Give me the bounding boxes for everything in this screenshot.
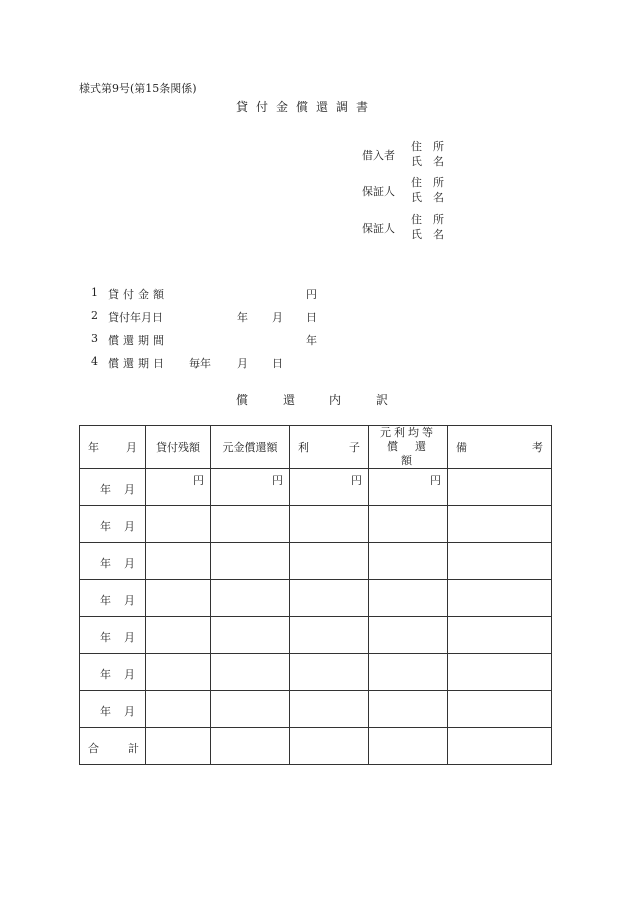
cell-principal <box>211 506 290 543</box>
cell-interest: 円 <box>290 469 369 506</box>
table-row <box>80 654 552 691</box>
cell-year-month: 年 月 <box>80 580 146 617</box>
cell-total-equal-repayment <box>369 728 448 765</box>
name-label: 氏 名 <box>411 228 444 241</box>
cell-equal-repayment: 円 <box>369 469 448 506</box>
cell-interest <box>290 617 369 654</box>
address-label: 住 所 <box>411 140 444 153</box>
name-label: 氏 名 <box>411 155 444 168</box>
cell-equal-repayment <box>369 617 448 654</box>
cell-balance <box>146 580 211 617</box>
item-4-label: 償還期日 <box>108 357 168 370</box>
item-2-label: 貸付年月日 <box>108 311 163 324</box>
cell-balance <box>146 654 211 691</box>
cell-balance: 円 <box>146 469 211 506</box>
cell-balance <box>146 543 211 580</box>
cell-interest <box>290 506 369 543</box>
item-4-every-year: 毎年 <box>189 357 211 370</box>
cell-equal-repayment <box>369 543 448 580</box>
cell-principal <box>211 654 290 691</box>
cell-remarks <box>448 580 552 617</box>
cell-total-label: 合 計 <box>80 728 146 765</box>
table-row <box>80 543 552 580</box>
item-1-unit: 円 <box>306 288 317 301</box>
cell-year-month: 年 月 <box>80 469 146 506</box>
header-year-month: 年 月 <box>80 426 146 469</box>
party-role-guarantor-2: 保証人 <box>362 222 395 235</box>
cell-remarks <box>448 654 552 691</box>
cell-principal: 円 <box>211 469 290 506</box>
table-header-row <box>80 426 552 469</box>
cell-interest <box>290 654 369 691</box>
name-label: 氏 名 <box>411 191 444 204</box>
party-fields-guarantor-2 <box>411 212 444 242</box>
address-label: 住 所 <box>411 213 444 226</box>
header-balance: 貸付残額 <box>146 426 211 469</box>
party-fields-guarantor-1 <box>411 175 444 205</box>
header-remarks: 備 考 <box>448 426 552 469</box>
item-2-day: 日 <box>306 311 317 324</box>
breakdown-title-char-4: 訳 <box>376 393 389 407</box>
cell-equal-repayment <box>369 580 448 617</box>
table-total-row <box>80 728 552 765</box>
address-label: 住 所 <box>411 176 444 189</box>
item-3-number: 3 <box>91 332 98 345</box>
table-row <box>80 506 552 543</box>
item-2-month: 月 <box>272 311 283 324</box>
cell-year-month: 年 月 <box>80 654 146 691</box>
cell-remarks <box>448 506 552 543</box>
cell-remarks <box>448 543 552 580</box>
document-title: 貸付金償還調書 <box>236 100 377 114</box>
cell-year-month: 年 月 <box>80 691 146 728</box>
item-1-number: 1 <box>91 286 98 299</box>
cell-principal <box>211 543 290 580</box>
breakdown-table <box>79 425 552 765</box>
party-role-guarantor-1: 保証人 <box>362 185 395 198</box>
table-row <box>80 580 552 617</box>
party-role-borrower: 借入者 <box>362 149 395 162</box>
cell-equal-repayment <box>369 654 448 691</box>
item-3-label: 償還期間 <box>108 334 168 347</box>
cell-year-month: 年 月 <box>80 543 146 580</box>
header-equal-repayment: 元利均等 償 還 額 <box>369 426 448 469</box>
header-principal: 元金償還額 <box>211 426 290 469</box>
item-1-label: 貸付金額 <box>108 288 168 301</box>
item-4-number: 4 <box>91 355 98 368</box>
cell-interest <box>290 580 369 617</box>
party-fields-borrower <box>411 139 444 169</box>
breakdown-title-char-2: 還 <box>283 393 296 407</box>
item-2-number: 2 <box>91 309 98 322</box>
cell-equal-repayment <box>369 691 448 728</box>
cell-equal-repayment <box>369 506 448 543</box>
item-4-month: 月 <box>237 357 248 370</box>
cell-principal <box>211 691 290 728</box>
form-number: 様式第9号(第15条関係) <box>79 82 197 95</box>
cell-balance <box>146 691 211 728</box>
item-2-year: 年 <box>237 311 248 324</box>
cell-remarks <box>448 469 552 506</box>
table-row <box>80 469 552 506</box>
header-interest: 利 子 <box>290 426 369 469</box>
cell-total-principal <box>211 728 290 765</box>
breakdown-title-char-3: 内 <box>329 393 342 407</box>
item-3-unit: 年 <box>306 334 317 347</box>
cell-total-interest <box>290 728 369 765</box>
cell-principal <box>211 580 290 617</box>
cell-remarks <box>448 691 552 728</box>
cell-year-month: 年 月 <box>80 506 146 543</box>
cell-interest <box>290 691 369 728</box>
table-row <box>80 617 552 654</box>
cell-principal <box>211 617 290 654</box>
item-4-day: 日 <box>272 357 283 370</box>
cell-balance <box>146 506 211 543</box>
breakdown-title-char-1: 償 <box>236 393 249 407</box>
cell-total-balance <box>146 728 211 765</box>
cell-remarks <box>448 617 552 654</box>
table-row <box>80 691 552 728</box>
cell-balance <box>146 617 211 654</box>
cell-total-remarks <box>448 728 552 765</box>
cell-year-month: 年 月 <box>80 617 146 654</box>
cell-interest <box>290 543 369 580</box>
